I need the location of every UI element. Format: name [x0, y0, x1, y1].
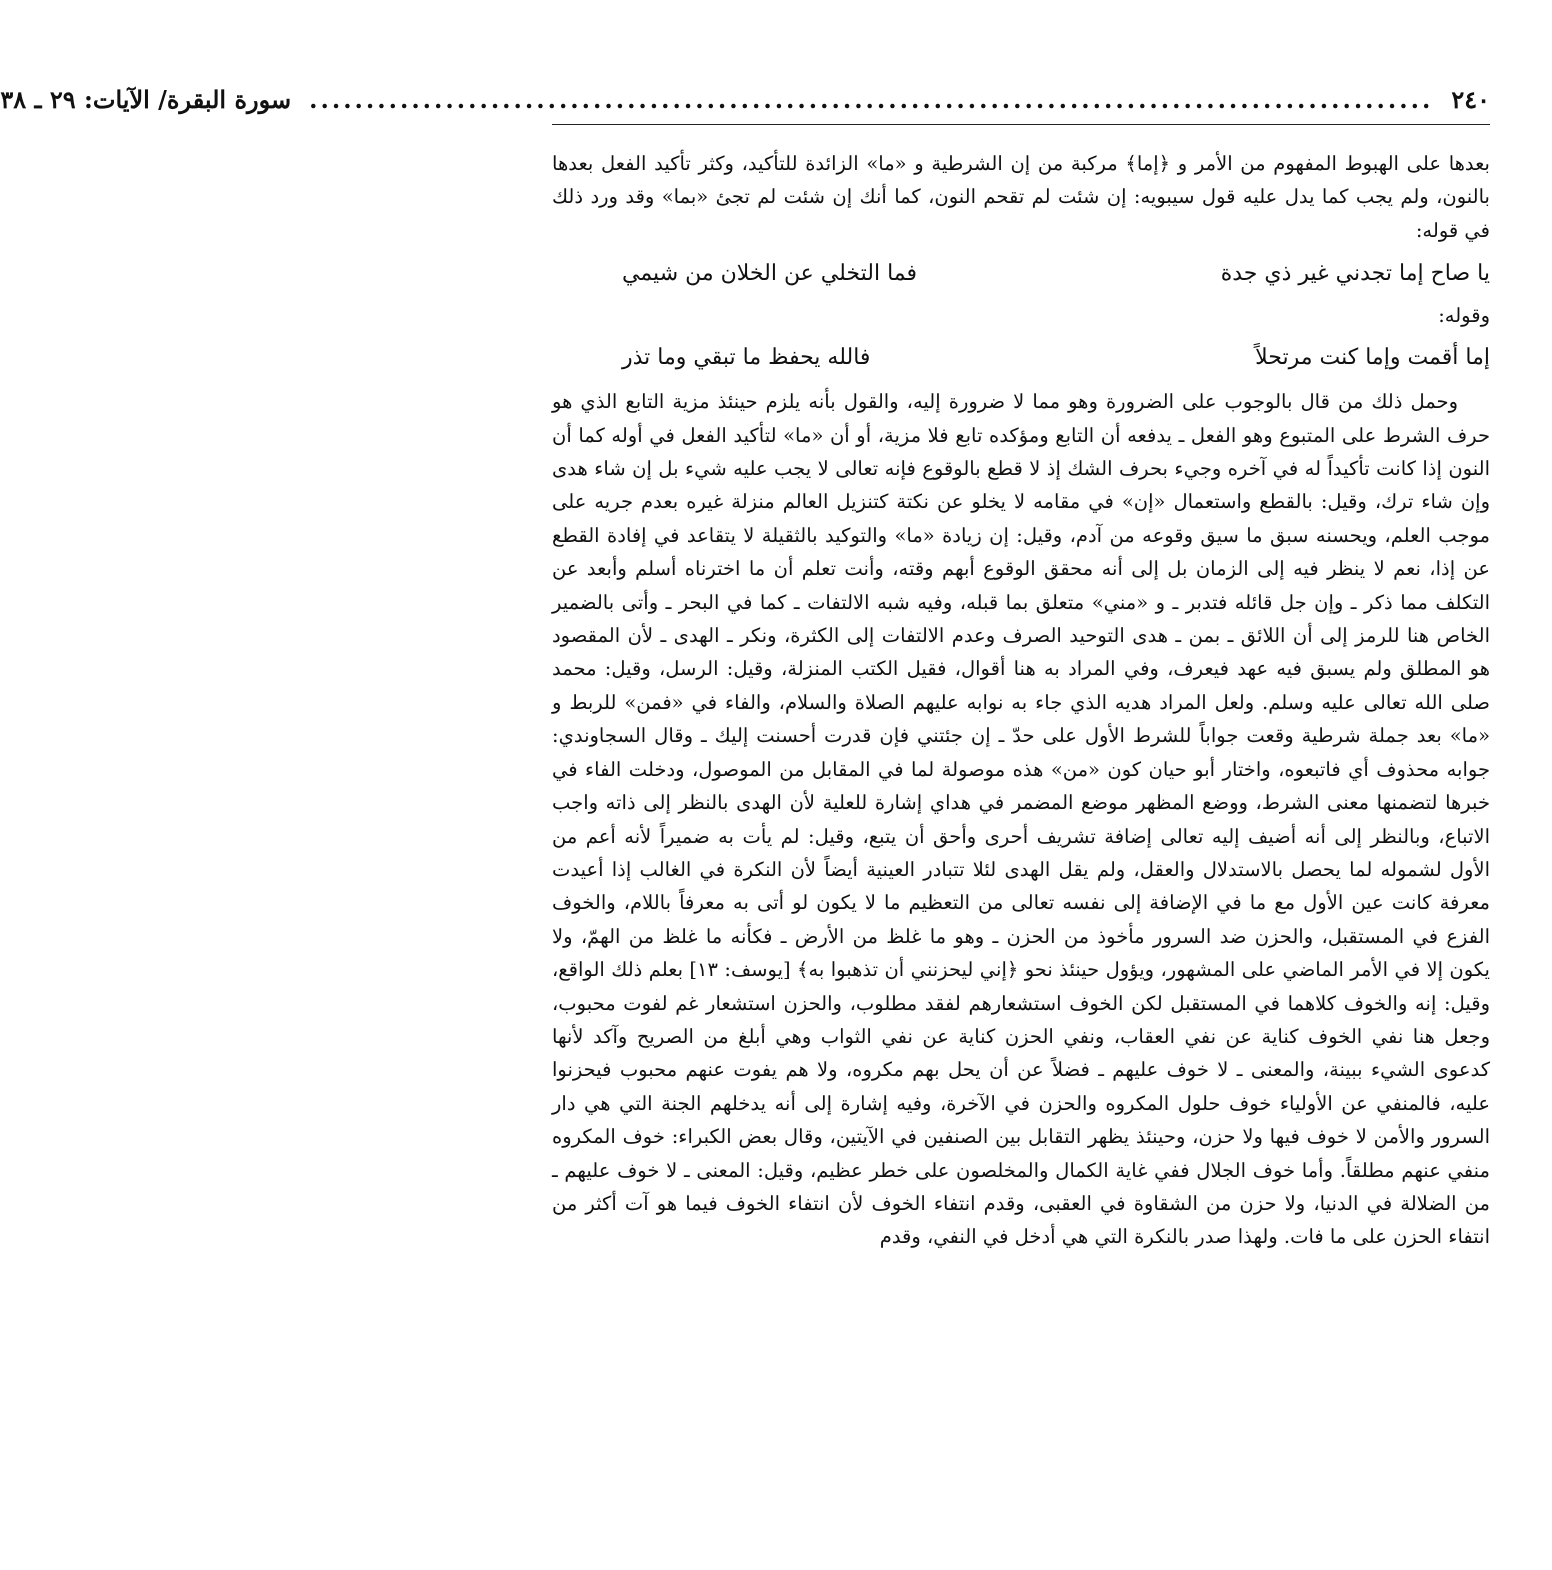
- paragraph-2: وحمل ذلك من قال بالوجوب على الضرورة وهو مما لا ضرورة إليه، والقول بأنه يلزم حينئذ مزية التابع الذي هو حرف الشرط على المتبوع وهو الفعل ـ يدفعه أن التابع ومؤكده تابع فلا مزية، أو أن «ما» لتأكيد الفعل في أوله كما أن النون إذا كانت تأكيداً له في آخره وجيء بحرف الشك إذ لا قطع بالوقوع فإنه تعالى لا يجب عليه شيء بل إن شاء هدى وإن شاء ترك، وقيل: بالقطع واستعمال «إن» في مقامه لا يخلو عن نكتة كتنزيل العالم منزلة غيره بعدم جريه على موجب العلم، ويحسنه سبق ما سيق وقوعه من آدم، وقيل: إن زيادة «ما» والتوكيد بالثقيلة لا يتقاعد في إفادة القطع عن إذا، نعم لا ينظر فيه إلى الزمان بل إلى أنه محقق الوقوع أبهم وقته، وأنت تعلم أن ما اخترناه أسلم وأبعد عن التكلف مما ذكر ـ وإن جل قائله فتدبر ـ و «مني» متعلق بما قبله، وفيه شبه الالتفات ـ كما في البحر ـ وأتى بالضمير الخاص هنا للرمز إلى أن اللائق ـ بمن ـ هدى التوحيد الصرف وعدم الالتفات إلى الكثرة، ونكر ـ الهدى ـ لأن المقصود هو المطلق ولم يسبق فيه عهد فيعرف، وفي المراد به هنا أقوال، فقيل الكتب المنزلة، وقيل: الرسل، وقيل: محمد صلى الله تعالى عليه وسلم. ولعل المراد هديه الذي جاء به نوابه عليهم الصلاة والسلام، والفاء في «فمن» للربط و «ما» بعد جملة شرطية وقعت جواباً للشرط الأول على حدّ ـ إن جئتني فإن قدرت أحسنت إليك ـ وقال السجاوندي: جوابه محذوف أي فاتبعوه، واختار أبو حيان كون «من» هذه موصولة لما في المقابل من الموصول، ودخلت الفاء في خبرها لتضمنها معنى الشرط، ووضع المظهر موضع المضمر في هداي إشارة للعلية لأن الهدى بالنظر إلى ذاته واجب الاتباع، وبالنظر إلى أنه أضيف إليه تعالى إضافة تشريف أحرى وأحق أن يتبع، وقيل: لم يأت به ضميراً لأنه أعم من الأول لشموله لما يحصل بالاستدلال والعقل، ولم يقل الهدى لئلا تتبادر العينية أيضاً لأن النكرة في الغالب إذا أعيدت معرفة كانت عين الأول مع ما في الإضافة إلى نفسه تعالى من التعظيم ما لا يكون لو أتى به معرفاً باللام، والخوف الفزع في المستقبل، والحزن ضد السرور مأخوذ من الحزن ـ وهو ما غلظ من الأرض ـ فكأنه ما غلظ من الهمّ، ولا يكون إلا في الأمر الماضي على المشهور، ويؤول حينئذ نحو ﴿إني ليحزنني أن تذهبوا به﴾ [يوسف: ١٣] بعلم ذلك الواقع، وقيل: إنه والخوف كلاهما في المستقبل لكن الخوف استشعارهم لفقد مطلوب، والحزن استشعار غم لفوت محبوب، وجعل هنا نفي الخوف كناية عن نفي العقاب، ونفي الحزن كناية عن نفي الثواب وهي أبلغ من الصريح وآكد لأنها كدعوى الشيء ببينة، والمعنى ـ لا خوف عليهم ـ فضلاً عن أن يحل بهم مكروه، ولا هم يفوت عنهم محبوب فيحزنوا عليه، فالمنفي عن الأولياء خوف حلول المكروه والحزن في الآخرة، وفيه إشارة إلى أنه يدخلهم الجنة التي هي دار السرور والأمن لا خوف فيها ولا حزن، وحينئذ يظهر التقابل بين الصنفين في الآيتين، وقال بعض الكبراء: خوف المكروه منفي عنهم مطلقاً. وأما خوف الجلال ففي غاية الكمال والمخلصون على خطر عظيم، وقيل: المعنى ـ لا خوف عليهم ـ من الضلالة في الدنيا، ولا حزن من الشقاوة في العقبى، وقدم انتفاء الخوف لأن انتفاء الخوف فيما هو آت أكثر من انتفاء الحزن على ما فات. ولهذا صدر بالنكرة التي هي أدخل في النفي، وقدم: [552, 390, 1490, 1249]
- document-page: [0, 78, 1490, 1570]
- poetry-verse-1: [552, 247, 1490, 301]
- verse-1-first-hemistich: يا صاح إما تجدني غير ذي جدة: [1220, 261, 1490, 287]
- paragraph-1: بعدها على الهبوط المفهوم من الأمر و ﴿إما﴾ مركبة من إن الشرطية و «ما» الزائدة للتأكيد، وكثر تأكيد الفعل بعدها بالنون، ولم يجب كما يدل عليه قول سيبويه: إن شئت لم تقحم النون، كما أنك إن شئت لم تجئ «بما» وقد ورد ذلك في قوله:: [552, 152, 1490, 242]
- verse-2-second-hemistich: فالله يحفظ ما تبقي وما تذر: [622, 345, 871, 371]
- page-header: [0, 78, 1490, 122]
- header-rule: [552, 124, 1490, 125]
- verse-2-first-hemistich: إما أقمت وإما كنت مرتحلاً: [1255, 345, 1490, 371]
- verse-intro: وقوله:: [1438, 304, 1490, 328]
- header-leader-dots: ...................................................................................................: [309, 85, 1434, 114]
- page-number: ٢٤٠: [1451, 85, 1490, 114]
- running-title: سورة البقرة/ الآيات: ٢٩ ـ ٣٨: [0, 85, 292, 114]
- poetry-verse-2: [552, 331, 1490, 385]
- verse-1-second-hemistich: فما التخلي عن الخلان من شيمي: [622, 261, 918, 287]
